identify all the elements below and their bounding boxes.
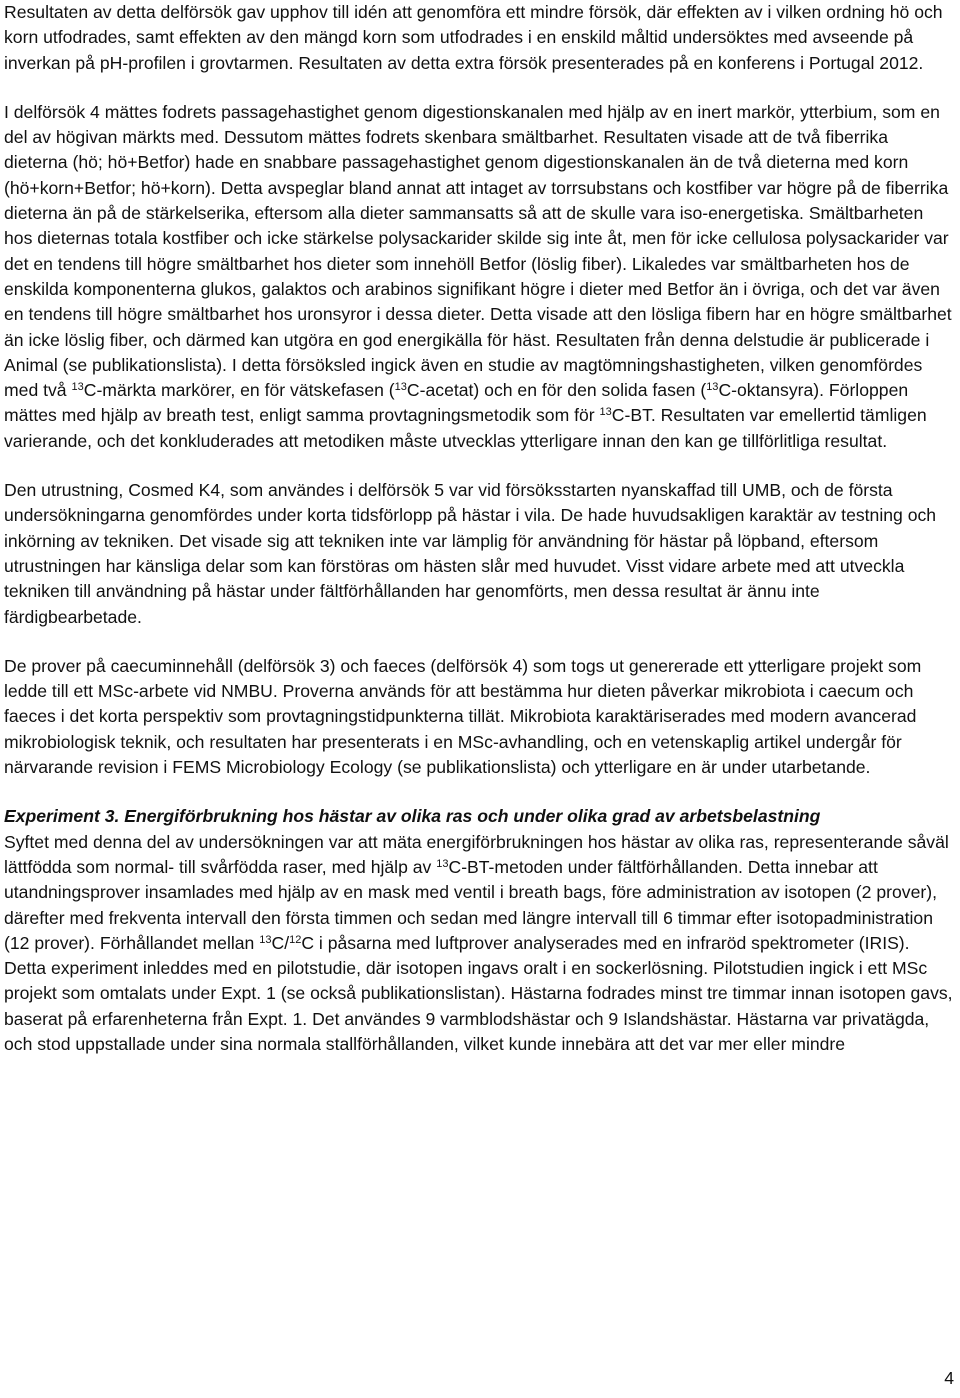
text-run: C-BT-metoden under fältförhållanden. Detta innebar att utandningsprover insamlades med hjälp av en mask med ventil i breath bags, före administration av isotopen (2 prover), därefter med frekventa intervall den första timmen och sedan med längre intervall till 6 timmar efter isotopadministration (12 prover). Förhållandet mellan <box>4 856 937 953</box>
isotope-superscript: 12 <box>289 933 302 946</box>
text-run: C i påsarna med luftprover analyserades med en infraröd spektrometer (IRIS). Detta experiment inleddes med en pilotstudie, där isotopen ingavs oralt i en sockerlösning. Pilotstudien ingick i ett MSc projekt som omtalats under Expt. 1 (se också publikationslistan). Hästarna fodrades minst tre timmar innan isotopen gavs, baserat på erfarenheterna från Expt. 1. Det användes 9 varmblodshästar och 9 Islandshästar. Hästarna var privatägda, och stod uppstallade under sina normala stallförhållanden, vilket kunde innebära att det var mer eller mindre <box>4 932 953 1054</box>
text-run: Syftet med denna del av undersökningen var att mäta energiförbrukningen hos hästar av olika ras, representerande såväl lättfödda som normal- till svårfödda raser, med hjälp av <box>4 831 949 877</box>
paragraph-gap <box>4 454 954 478</box>
text-run: C-märkta markörer, en för vätskefasen ( <box>83 380 395 401</box>
paragraph-cosmed-k4 <box>4 478 954 630</box>
paragraph-gap <box>4 630 954 654</box>
paragraph-gap <box>4 76 954 100</box>
text-run: C-acetat) och en för den solida fasen ( <box>406 380 707 401</box>
text-run: De prover på caecuminnehåll (delförsök 3) och faeces (delförsök 4) som togs ut genererade ett ytterligare projekt som ledde till ett MSc-arbete vid NMBU. Proverna används för att bestämma hur dieten påverkar mikrobiota i caecum och faeces i det korta perspektiv som provtagningstidpunkterna tillät. Mikrobiota karaktäriserades med modern avancerad mikrobiologisk teknik, och resultaten har presenterats i en MSc-avhandling, och en vetenskaplig artikel undergår för närvarande revision i FEMS Microbiology Ecology (se publikationslista) och ytterligare en är under utarbetande. <box>4 655 922 778</box>
isotope-superscript: 13 <box>259 933 272 946</box>
isotope-superscript: 13 <box>706 381 719 394</box>
isotope-superscript: 13 <box>436 857 449 870</box>
isotope-superscript: 13 <box>71 381 84 394</box>
text-run: I delförsök 4 mättes fodrets passagehastighet genom digestionskanalen med hjälp av en inert markör, ytterbium, som en del av högivan märkts med. Dessutom mättes fodrets skenbara smältbarhet. Resultaten visade att de två fiberrika dieterna (hö; hö+Betfor) hade en snabbare passagehastighet genom digestionskanalen än de två dieterna med korn (hö+korn+Betfor; hö+korn). Detta avspeglar bland annat att intaget av torrsubstans och kostfiber var högre på de fiberrika dieterna än på de stärkelserika, eftersom alla dieter sammansatts så att de skulle vara iso-energetiska. Smältbarheten hos dieternas totala kostfiber och icke stärkelse polysackarider skilde sig inte åt, men för icke cellulosa polysackarider var det en tendens till högre smältbarhet hos dieter som innehöll Betfor (löslig fiber). Likaledes var smältbarheten hos de enskilda komponenterna glukos, galaktos och arabinos signifikant högre i dieter med Betfor än i övriga, och det var även en tendens till högre smältbarhet hos uronsyror i dessa dieter. Detta visade att den lösliga fibern har en högre smältbarhet än icke löslig fiber, och därmed kan utgöra en god energikälla för häst. Resultaten från denna delstudie är publicerade i Animal (se publikationslista). I detta försöksled ingick även en studie av magtömningshastigheten, vilken genomfördes med två <box>4 101 952 401</box>
isotope-superscript: 13 <box>599 406 612 419</box>
page-number: 4 <box>944 1368 954 1388</box>
text-run: Resultaten av detta delförsök gav upphov till idén att genomföra ett mindre försök, där effekten av i vilken ordning hö och korn utfodrades, samt effekten av den mängd korn som utfodrades i en enskild måltid undersöktes med avseende på inverkan på pH-profilen i grovtarmen. Resultaten av detta extra försök presenterades på en konferens i Portugal 2012. <box>4 2 943 73</box>
text-run: C-BT. Resultaten var emellertid tämligen varierande, och det konkluderades att metodiken måste utvecklas ytterligare innan den kan ge tillförlitliga resultat. <box>4 405 927 451</box>
paragraph-delforsok-4 <box>4 100 954 454</box>
isotope-superscript: 13 <box>394 381 407 394</box>
paragraph-experiment-order <box>4 0 954 76</box>
text-run: C-oktansyra). Förloppen mättes med hjälp av breath test, enligt samma provtagningsmetodik som för <box>4 380 909 426</box>
text-run: C/ <box>271 932 290 953</box>
document-page <box>4 0 954 1057</box>
text-run: Den utrustning, Cosmed K4, som användes i delförsök 5 var vid försöksstarten nyanskaffad till UMB, och de första undersökningarna genomfördes under korta tidsförlopp på hästar i vila. De hade huvudsakligen karaktär av testning och inkörning av tekniken. Det visade sig att tekniken inte var lämplig för användning för hästar på löpband, eftersom utrustningen har känsliga delar som kan förstöras om hästen slår med huvudet. Visst vidare arbete med att utveckla tekniken till användning på hästar under fältförhållanden har genomförts, men dessa resultat är ännu inte färdigbearbetade. <box>4 480 937 627</box>
paragraph-caecum-samples <box>4 654 954 780</box>
section-heading-experiment-3: Experiment 3. Energiförbrukning hos hästar av olika ras och under olika grad av arbetsbelastning <box>4 806 821 827</box>
paragraph-gap <box>4 780 954 804</box>
paragraph-experiment-3-body <box>4 830 954 1058</box>
